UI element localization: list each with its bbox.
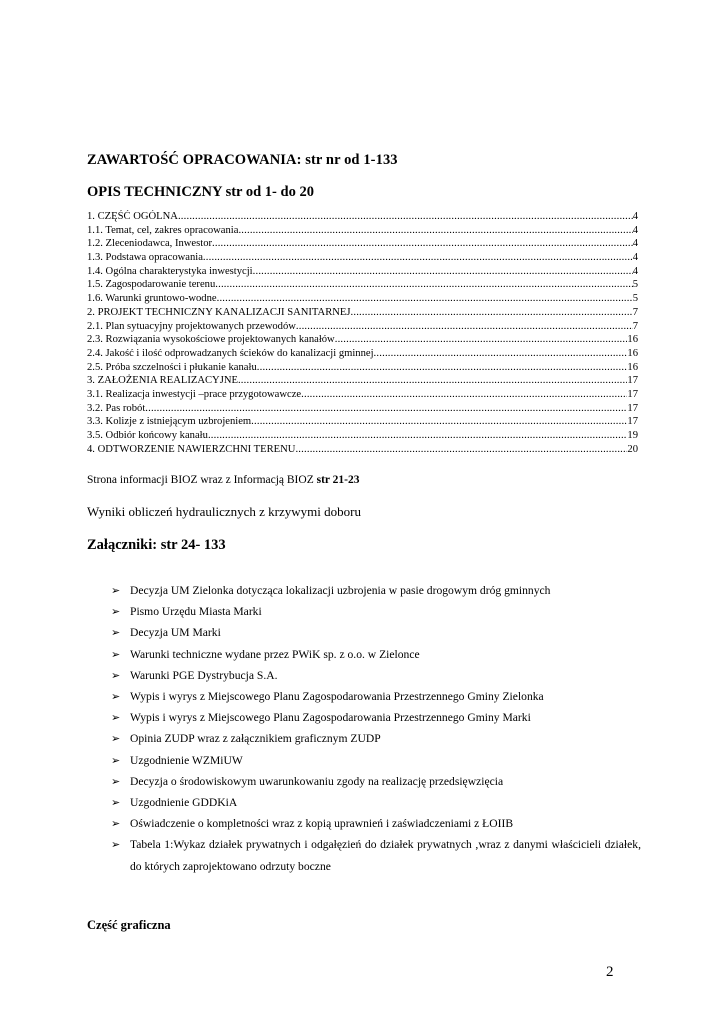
toc-row[interactable] <box>87 402 638 416</box>
toc-row[interactable] <box>87 333 638 347</box>
toc-leader-dots <box>351 306 633 320</box>
arrow-bullet-icon: ➢ <box>111 774 121 788</box>
toc-entry-title: 1.3. Podstawa opracowania <box>87 252 203 264</box>
toc-row[interactable] <box>87 443 638 457</box>
toc-row[interactable] <box>87 251 638 265</box>
attachment-text: Uzgodnienie WZMiUW <box>130 753 243 767</box>
toc-entry-page: 4 <box>632 238 638 250</box>
toc-leader-dots <box>145 402 627 416</box>
toc-entry-title: 3.5. Odbiór końcowy kanału <box>87 430 208 441</box>
toc-entry-title: 1.2. Zleceniodawca, Inwestor <box>87 238 213 250</box>
toc-row[interactable] <box>87 347 638 361</box>
attachment-text: Decyzja UM Marki <box>130 626 221 640</box>
bioz-line <box>87 474 360 486</box>
toc-entry-title: 4. ODTWORZENIE NAWIERZCHNI TERENU <box>87 443 296 455</box>
toc-row[interactable] <box>87 429 638 443</box>
arrow-bullet-icon: ➢ <box>111 647 121 661</box>
toc-row[interactable] <box>87 224 638 238</box>
graphic-part-heading: Część graficzna <box>87 918 171 932</box>
arrow-bullet-icon: ➢ <box>111 796 121 810</box>
toc-leader-dots <box>251 415 627 429</box>
toc-leader-dots <box>215 278 632 292</box>
toc-row[interactable] <box>87 292 638 306</box>
toc-entry-page: 5 <box>632 293 638 305</box>
attachment-text: Wypis i wyrys z Miejscowego Planu Zagospodarowania Przestrzennego Gminy Marki <box>130 711 531 725</box>
toc-leader-dots <box>203 251 633 265</box>
attachment-text: Uzgodnienie GDDKiA <box>130 796 238 810</box>
arrow-bullet-icon: ➢ <box>111 668 121 682</box>
attachment-text: Warunki techniczne wydane przez PWiK sp. z o.o. w Zielonce <box>130 647 420 661</box>
toc-entry-page: 4 <box>632 252 638 264</box>
attachment-text: Tabela 1:Wykaz działek prywatnych i odgałęzień do działek prywatnych ,wraz z danymi właścicieli działek, do których zaprojektowano odrzuty boczne <box>130 838 641 873</box>
arrow-bullet-icon: ➢ <box>111 753 121 767</box>
toc-entry-title: 1.5. Zagospodarowanie terenu <box>87 279 216 291</box>
toc-leader-dots <box>257 361 628 375</box>
attachment-item <box>111 601 641 622</box>
attachment-item <box>111 686 641 707</box>
toc-leader-dots <box>301 388 627 402</box>
attachment-text: Oświadczenie o kompletności wraz z kopią uprawnień i zaświadczeniami z ŁOIIB <box>130 817 514 831</box>
toc-entry-page: 16 <box>627 361 638 373</box>
attachment-item <box>111 622 641 643</box>
toc-leader-dots <box>253 265 633 279</box>
toc-row[interactable] <box>87 361 638 375</box>
attachment-text: Pismo Urzędu Miasta Marki <box>130 605 262 619</box>
toc-entry-page: 4 <box>632 265 638 277</box>
attachment-text: Wypis i wyrys z Miejscowego Planu Zagospodarowania Przestrzennego Gminy Zielonka <box>130 690 544 704</box>
attachment-item <box>111 771 641 792</box>
attachment-text: Decyzja UM Zielonka dotycząca lokalizacji uzbrojenia w pasie drogowym dróg gminnych <box>130 584 551 597</box>
arrow-bullet-icon: ➢ <box>111 626 121 640</box>
hydraulic-results-line: Wyniki obliczeń hydraulicznych z krzywymi doboru <box>87 504 361 519</box>
toc-entry-page: 17 <box>627 375 638 387</box>
toc-entry-page: 17 <box>627 388 638 400</box>
toc-row[interactable] <box>87 306 638 320</box>
attachments-list <box>111 580 641 877</box>
attachment-text: Decyzja o środowiskowym uwarunkowaniu zgody na realizację przedsięwzięcia <box>130 774 504 788</box>
toc-row[interactable] <box>87 320 638 334</box>
attachment-text: Opinia ZUDP wraz z załącznikiem graficznym ZUDP <box>130 732 381 746</box>
toc-row[interactable] <box>87 265 638 279</box>
toc-entry-page: 4 <box>632 224 638 236</box>
arrow-bullet-icon: ➢ <box>111 732 121 746</box>
attachment-item <box>111 644 641 665</box>
contents-heading: ZAWARTOŚĆ OPRACOWANIA: str nr od 1-133 <box>87 152 398 168</box>
arrow-bullet-icon: ➢ <box>111 711 121 725</box>
toc-entry-page: 19 <box>627 430 638 441</box>
attachment-item <box>111 580 641 601</box>
toc-entry-page: 20 <box>627 443 638 455</box>
toc-entry-page: 16 <box>627 347 638 359</box>
toc-entry-page: 5 <box>632 279 638 291</box>
toc-entry-page: 7 <box>632 306 638 318</box>
toc-leader-dots <box>208 429 627 443</box>
toc-entry-title: 2.1. Plan sytuacyjny projektowanych przewodów <box>87 320 296 332</box>
toc-entry-title: 3. ZAŁOŻENIA REALIZACYJNE <box>87 375 238 387</box>
toc-row[interactable] <box>87 210 638 224</box>
toc-row[interactable] <box>87 388 638 402</box>
attachment-text: Warunki PGE Dystrybucja S.A. <box>130 668 278 682</box>
toc-entry-title: 2.5. Próba szczelności i płukanie kanału <box>87 361 257 373</box>
attachment-item <box>111 813 641 834</box>
toc-leader-dots <box>238 374 627 388</box>
toc-leader-dots <box>374 347 628 361</box>
toc-entry-page: 16 <box>627 334 638 346</box>
arrow-bullet-icon: ➢ <box>111 838 121 852</box>
arrow-bullet-icon: ➢ <box>111 690 121 704</box>
toc-entry-title: 3.3. Kolizje z istniejącym uzbrojeniem <box>87 416 252 428</box>
toc-entry-page: 7 <box>632 320 638 332</box>
arrow-bullet-icon: ➢ <box>111 817 121 831</box>
toc-leader-dots <box>212 237 633 251</box>
toc-leader-dots <box>296 320 633 334</box>
toc-row[interactable] <box>87 278 638 292</box>
page-number: 2 <box>606 964 614 980</box>
toc-leader-dots <box>178 210 633 224</box>
technical-description-heading: OPIS TECHNICZNY str od 1- do 20 <box>87 184 314 200</box>
attachment-item <box>111 834 641 876</box>
bioz-pages: str 21-23 <box>316 474 360 486</box>
attachment-item <box>111 750 641 771</box>
arrow-bullet-icon: ➢ <box>111 584 121 597</box>
toc-entry-page: 17 <box>627 402 638 414</box>
toc-entry-title: 3.1. Realizacja inwestycji –prace przygotowawcze <box>87 388 302 400</box>
arrow-bullet-icon: ➢ <box>111 605 121 619</box>
attachment-item <box>111 792 641 813</box>
bioz-text: Strona informacji BIOZ wraz z Informacją BIOZ <box>87 474 317 486</box>
toc-row[interactable] <box>87 237 638 251</box>
toc-entry-title: 1.6. Warunki gruntowo-wodne <box>87 293 217 305</box>
toc-entry-title: 2.4. Jakość i ilość odprowadzanych ścieków do kanalizacji gminnej <box>87 347 374 359</box>
toc-entry-title: 1.1. Temat, cel, zakres opracowania <box>87 224 239 236</box>
toc-entry-title: 2.3. Rozwiązania wysokościowe projektowanych kanałów <box>87 334 335 346</box>
toc-leader-dots <box>295 443 627 457</box>
attachment-item <box>111 728 641 749</box>
attachments-heading: Załączniki: str 24- 133 <box>87 537 226 553</box>
attachment-item <box>111 665 641 686</box>
toc-leader-dots <box>238 224 632 238</box>
toc-entry-page: 17 <box>627 416 638 428</box>
toc-entry-page: 4 <box>632 211 638 222</box>
table-of-contents <box>87 210 638 456</box>
toc-leader-dots <box>335 333 628 347</box>
toc-entry-title: 2. PROJEKT TECHNICZNY KANALIZACJI SANITARNEJ <box>87 306 351 318</box>
toc-entry-title: 1.4. Ogólna charakterystyka inwestycji <box>87 265 253 277</box>
toc-row[interactable] <box>87 374 638 388</box>
toc-entry-title: 1. CZĘŚĆ OGÓLNA <box>87 211 178 222</box>
toc-row[interactable] <box>87 415 638 429</box>
attachment-item <box>111 707 641 728</box>
toc-entry-title: 3.2. Pas robót <box>87 402 146 414</box>
toc-leader-dots <box>217 292 633 306</box>
